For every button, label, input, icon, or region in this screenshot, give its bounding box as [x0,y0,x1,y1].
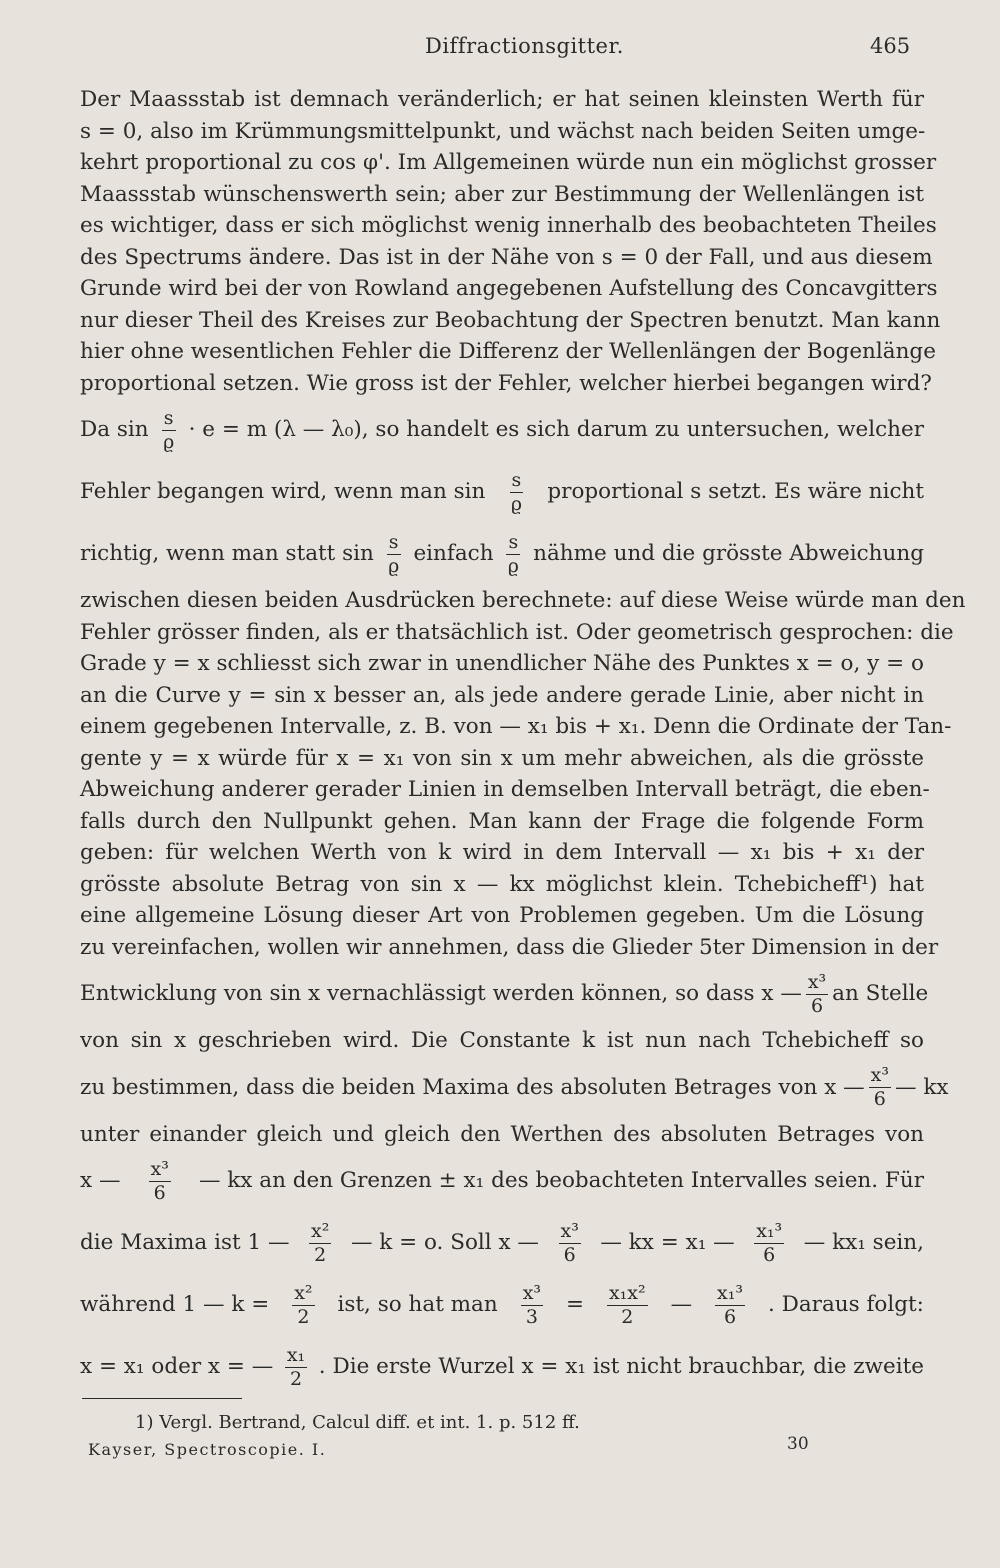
text-line: an die Curve y = sin x besser an, als jede andere gerade Linie, aber nicht in [80,682,924,708]
text-fragment: · e = m (λ — λ₀), so handelt es sich darum zu untersuchen, welcher [188,417,924,442]
text-line: Grade y = x schliesst sich zwar in unendlicher Nähe des Punktes x = o, y = o [80,651,924,676]
numerator: x₁ [286,1343,306,1366]
text-fragment: die Maxima ist 1 — [80,1230,290,1255]
text-fragment: während 1 — k = [80,1292,270,1317]
numerator: s [508,530,519,553]
denominator: 6 [563,1243,576,1266]
text-line: proportional setzen. Wie gross ist der Fehler, welcher hierbei begangen wird? [80,370,932,396]
equation-line [80,399,924,461]
equation-line [80,1274,924,1336]
text-fragment: ist, so hat man [337,1292,498,1317]
numerator: s [163,406,174,429]
fraction [506,530,520,577]
text-fragment: zu bestimmen, dass die beiden Maxima des absoluten Betrages von x — [80,1074,865,1100]
text-fragment: — k = o. Soll x — [350,1230,539,1255]
text-line: gente y = x würde für x = x₁ von sin x um mehr abweichen, als die grösste [80,745,924,771]
fraction [521,1281,543,1328]
text-fragment: — [670,1292,693,1317]
numerator: x³ [560,1219,579,1242]
denominator: 6 [810,994,824,1017]
denominator: 2 [314,1243,327,1266]
text-fragment: = [565,1292,584,1317]
fraction [754,1219,784,1266]
footnote-rule [82,1398,242,1399]
numerator: x² [294,1281,313,1304]
text-line: Maassstab wünschenswerth sein; aber zur Bestimmung der Wellenlängen ist [80,181,924,207]
text-fragment: Da sin [80,417,149,442]
text-line: von sin x geschrieben wird. Die Constante k ist nun nach Tchebicheff so [80,1028,924,1053]
sheet-number: 30 [787,1434,809,1454]
body-text [80,84,966,1398]
text-fragment: . Die erste Wurzel x = x₁ ist nicht brauchbar, die zweite [318,1354,924,1379]
equation-line [80,1057,949,1119]
denominator: ϱ [163,430,175,453]
text-line: hier ohne wesentlichen Fehler die Differenz der Wellenlängen der Bogenlänge [80,339,936,364]
text-fragment: proportional s setzt. Es wäre nicht [547,479,924,504]
page-number: 465 [870,34,911,58]
text-line: des Spectrums ändere. Das ist in der Nähe von s = 0 der Fall, und aus diesem [80,244,933,270]
denominator: ϱ [388,554,400,577]
text-line: unter einander gleich und gleich den Werthen des absoluten Betrages von [80,1121,924,1147]
denominator: 6 [153,1181,166,1204]
fraction [387,530,401,577]
text-fragment: . Daraus folgt: [767,1292,924,1317]
printer-signature: Kayser, Spectroscopie. I. [88,1440,327,1459]
text-fragment: x — [80,1168,121,1193]
equation-line [80,1212,924,1274]
text-line: geben: für welchen Werth von k wird in dem Intervall — x₁ bis + x₁ der [80,840,924,865]
denominator: 6 [723,1305,737,1328]
equation-line [80,461,924,523]
text-line: Abweichung anderer gerader Linien in demselben Intervall beträgt, die eben- [80,777,930,802]
denominator: 6 [873,1088,886,1110]
text-line: Der Maassstab ist demnach veränderlich; er hat seinen kleinsten Werth für [80,87,924,112]
numerator: x³ [150,1157,169,1180]
equation-line [80,1336,924,1398]
denominator: ϱ [507,554,519,577]
denominator: 6 [763,1243,776,1266]
text-line: nur dieser Theil des Kreises zur Beobachtung der Spectren benutzt. Man kann [80,307,941,333]
numerator: x³ [807,970,827,993]
text-line: eine allgemeine Lösung dieser Art von Problemen gegeben. Um die Lösung [80,903,924,928]
fraction [285,1343,307,1390]
numerator: s [388,530,399,553]
numerator: x₁x² [608,1281,646,1304]
text-line: s = 0, also im Krümmungsmittelpunkt, und wächst nach beiden Seiten umge- [80,118,926,144]
text-fragment: Entwicklung von sin x vernachlässigt werden können, so dass x — [80,981,802,1006]
text-fragment: richtig, wenn man statt sin [80,541,374,566]
running-title: Diffractionsgitter. [425,34,624,58]
numerator: x₁³ [756,1219,783,1242]
numerator: x₁³ [717,1281,743,1304]
text-line: grösste absolute Betrag von sin x — kx möglichst klein. Tchebicheff¹) hat [80,871,924,897]
text-line: kehrt proportional zu cos φ'. Im Allgemeinen würde nun ein möglichst grosser [80,150,937,175]
fraction [510,468,524,515]
fraction [162,406,176,453]
fraction [309,1219,331,1266]
text-fragment: — kx [895,1074,949,1100]
equation-line [80,1150,924,1212]
equation-line [80,963,929,1025]
fraction [607,1281,648,1328]
equation-line [80,523,924,585]
footnote: 1) Vergl. Bertrand, Calcul diff. et int. 1. p. 512 ff. [135,1412,580,1433]
text-fragment: an Stelle [832,981,929,1006]
denominator: 2 [621,1305,634,1328]
text-line: zu vereinfachen, wollen wir annehmen, dass die Glieder 5ter Dimension in der [80,934,939,960]
text-fragment: einfach [413,541,494,566]
text-line: Fehler grösser finden, als er thatsächlich ist. Oder geometrisch gesprochen: die [80,619,954,645]
denominator: 2 [289,1367,303,1390]
numerator: x³ [870,1064,890,1086]
fraction [149,1157,171,1204]
fraction [806,970,828,1017]
numerator: x³ [522,1281,542,1304]
text-fragment: — kx₁ sein, [803,1230,924,1255]
text-fragment: x = x₁ oder x = — [80,1354,274,1379]
text-fragment: Fehler begangen wird, wenn man sin [80,479,486,504]
numerator: s [511,468,522,491]
fraction [715,1281,745,1328]
fraction [292,1281,314,1328]
text-line: zwischen diesen beiden Ausdrücken berechnete: auf diese Weise würde man den [80,588,966,613]
denominator: ϱ [510,492,522,515]
denominator: 2 [297,1305,310,1328]
fraction [559,1219,581,1266]
text-line: einem gegebenen Intervalle, z. B. von — x₁ bis + x₁. Denn die Ordinate der Tan- [80,714,952,739]
numerator: x² [311,1219,330,1242]
text-line: es wichtiger, dass er sich möglichst wenig innerhalb des beobachteten Theiles [80,213,937,238]
text-line: Grunde wird bei der von Rowland angegebenen Aufstellung des Concavgitters [80,276,938,301]
text-line: falls durch den Nullpunkt gehen. Man kann der Frage die folgende Form [80,808,924,834]
text-fragment: — kx = x₁ — [600,1230,735,1255]
text-fragment: — kx an den Grenzen ± x₁ des beobachteten Intervalles seien. Für [198,1168,924,1193]
fraction [869,1066,891,1109]
text-fragment: nähme und die grösste Abweichung [533,541,924,566]
denominator: 3 [525,1305,538,1328]
